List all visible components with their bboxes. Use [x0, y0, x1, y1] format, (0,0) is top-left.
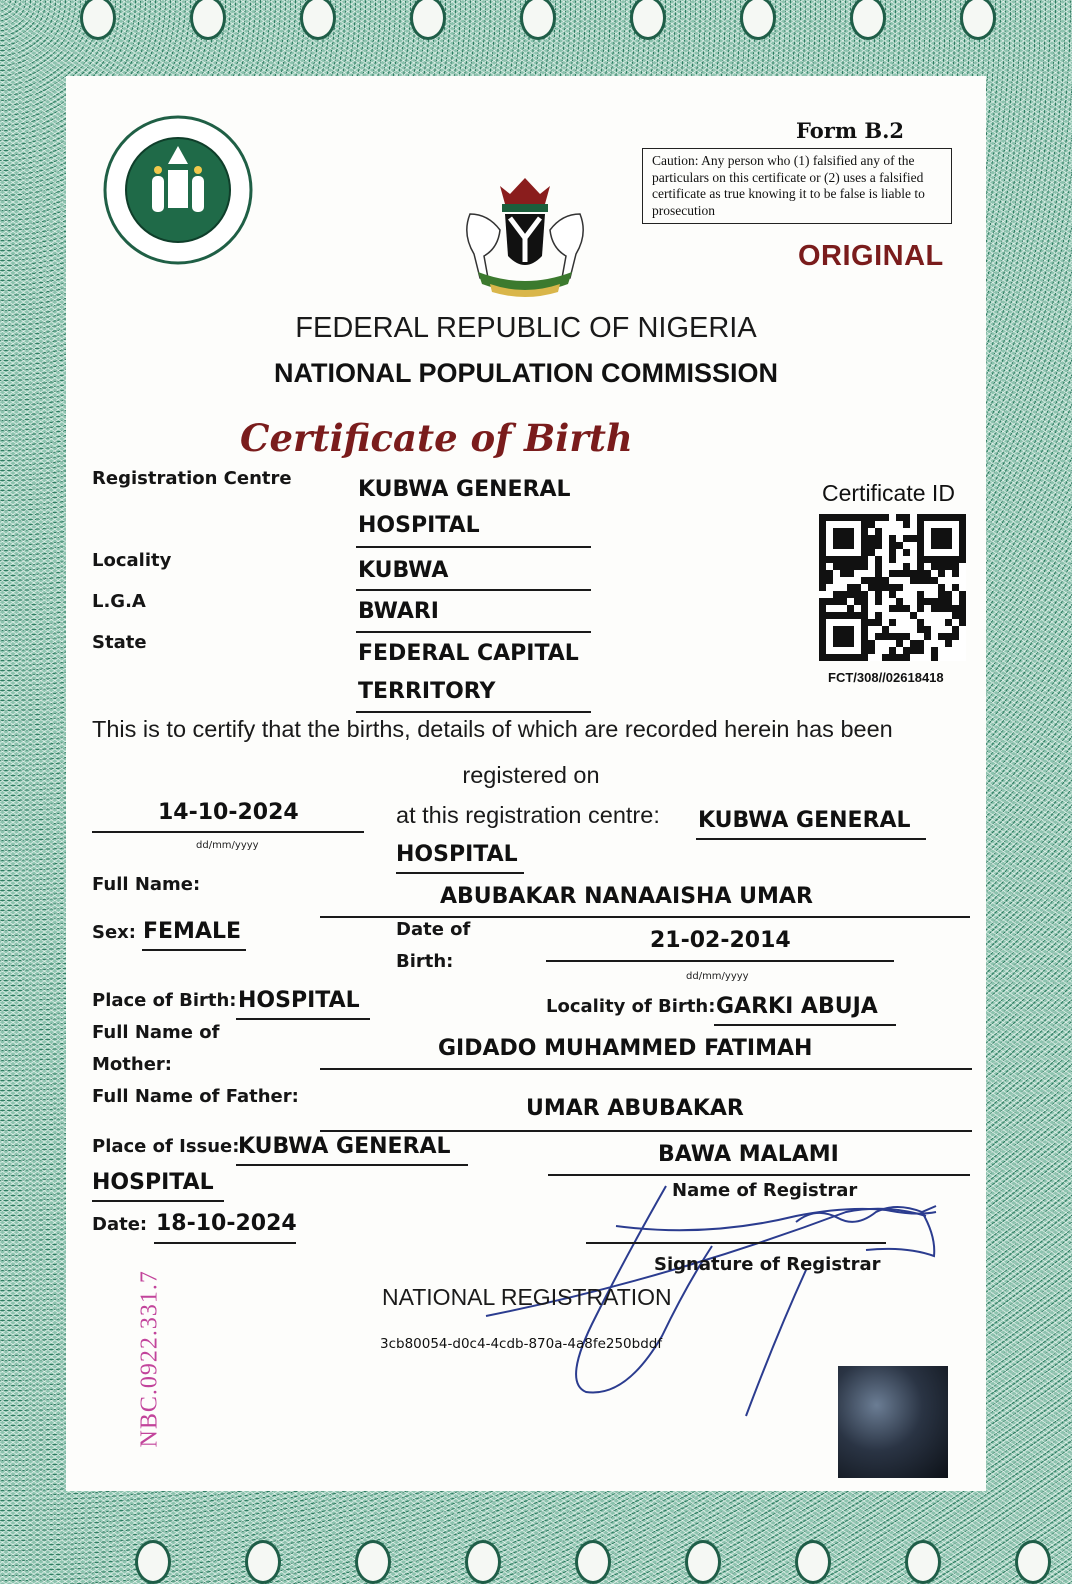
sex-label: Sex: [92, 922, 136, 943]
certificate-id-label: Certificate ID [822, 480, 955, 506]
mother-label-line1: Full Name of [92, 1022, 220, 1043]
registration-centre-line1: KUBWA GENERAL [358, 477, 571, 502]
certificate-qr-code-icon [819, 514, 966, 661]
issue-date-label: Date: [92, 1214, 148, 1235]
border-hole [190, 0, 226, 40]
border-hole [685, 1540, 721, 1584]
certificate-paper [66, 76, 986, 1491]
lga-underline [356, 631, 591, 633]
registrar-name-value: BAWA MALAMI [658, 1142, 839, 1167]
dob-underline [546, 960, 894, 962]
border-hole [135, 1540, 171, 1584]
full-name-underline [320, 916, 970, 918]
statement-line2: registered on [462, 762, 600, 788]
state-line1: FEDERAL CAPITAL [358, 641, 579, 666]
border-hole [740, 0, 776, 40]
locality-of-birth-underline [714, 1024, 896, 1026]
statement-line1: This is to certify that the births, details of which are recorded herein has been [92, 716, 893, 742]
locality-of-birth-value: GARKI ABUJA [716, 994, 878, 1019]
registration-centre-underline [356, 546, 591, 548]
border-hole [520, 0, 556, 40]
sex-value: FEMALE [143, 919, 242, 944]
statement-centre-line1: KUBWA GENERAL [698, 808, 911, 833]
caution-box: Caution: Any person who (1) falsified any of the particulars on this certificate or (2) uses a falsified certificate as true knowing it to be false is liable to prosecution [642, 148, 952, 224]
locality-value: KUBWA [358, 558, 449, 583]
sex-underline [142, 949, 246, 951]
statement-centre-underline2 [396, 872, 524, 874]
border-hole [245, 1540, 281, 1584]
father-name-value: UMAR ABUBAKAR [526, 1096, 744, 1121]
issue-date-underline [154, 1242, 296, 1244]
certificate-id-number: FCT/308//02618418 [828, 670, 944, 685]
border-hole [300, 0, 336, 40]
place-of-birth-value: HOSPITAL [238, 988, 360, 1013]
top-border-holes [0, 0, 1072, 60]
border-hole [630, 0, 666, 40]
lga-label: L.G.A [92, 591, 146, 612]
place-of-issue-line1: KUBWA GENERAL [238, 1134, 451, 1159]
statement-centre-underline1 [696, 838, 926, 840]
border-hole [905, 1540, 941, 1584]
signature-label: Signature of Registrar [654, 1254, 881, 1275]
dob-label-line1: Date of [396, 919, 471, 940]
certificate-title: Certificate of Birth [240, 416, 633, 460]
national-registration-label: NATIONAL REGISTRATION [382, 1284, 672, 1310]
place-of-issue-line2: HOSPITAL [92, 1170, 214, 1195]
border-hole [575, 1540, 611, 1584]
border-hole [80, 0, 116, 40]
dob-format: dd/mm/yyyy [686, 971, 749, 982]
full-name-label: Full Name: [92, 874, 201, 895]
border-hole [960, 0, 996, 40]
coat-of-arms-icon [450, 174, 600, 304]
registration-centre-label: Registration Centre [92, 468, 292, 489]
dob-value: 21-02-2014 [650, 928, 791, 953]
security-hologram [838, 1366, 948, 1478]
registration-date-format: dd/mm/yyyy [196, 840, 259, 851]
signature-underline [586, 1242, 886, 1244]
border-hole [1015, 1540, 1051, 1584]
dob-label-line2: Birth: [396, 951, 454, 972]
locality-of-birth-label: Locality of Birth: [546, 996, 716, 1017]
place-of-issue-underline1 [236, 1164, 468, 1166]
issue-date-value: 18-10-2024 [156, 1211, 297, 1236]
form-number: Form B.2 [796, 118, 905, 143]
statement-centre-line2: HOSPITAL [396, 842, 518, 867]
header-commission: NATIONAL POPULATION COMMISSION [274, 358, 778, 388]
registration-date-underline [92, 831, 364, 833]
border-hole [355, 1540, 391, 1584]
locality-underline [356, 589, 591, 591]
copy-status-original: ORIGINAL [798, 240, 944, 272]
place-of-issue-label: Place of Issue: [92, 1136, 240, 1157]
border-hole [795, 1540, 831, 1584]
full-name-value: ABUBAKAR NANAAISHA UMAR [440, 884, 813, 909]
national-registration-number: 3cb80054-d0c4-4cdb-870a-4a8fe250bddf [380, 1336, 663, 1352]
father-name-underline [320, 1130, 972, 1132]
mother-label-line2: Mother: [92, 1054, 172, 1075]
statement-centre-prefix: at this registration centre: [396, 802, 660, 828]
mother-name-underline [320, 1068, 972, 1070]
place-of-birth-label: Place of Birth: [92, 990, 237, 1011]
lga-value: BWARI [358, 599, 439, 624]
bottom-border-holes [0, 1528, 1072, 1584]
state-line2: TERRITORY [358, 679, 496, 704]
place-of-birth-underline [236, 1018, 370, 1020]
registrar-name-label: Name of Registrar [672, 1180, 858, 1201]
registration-date: 14-10-2024 [158, 800, 299, 825]
npc-seal-icon [102, 114, 254, 266]
father-label: Full Name of Father: [92, 1086, 299, 1107]
header-country: FEDERAL REPUBLIC OF NIGERIA [295, 312, 757, 344]
state-underline [356, 711, 591, 713]
registration-centre-line2: HOSPITAL [358, 513, 480, 538]
stamp-number-container [128, 1194, 168, 1454]
mother-name-value: GIDADO MUHAMMED FATIMAH [438, 1036, 813, 1061]
border-hole [465, 1540, 501, 1584]
border-hole [410, 0, 446, 40]
border-hole [850, 0, 886, 40]
locality-label: Locality [92, 550, 172, 571]
stamp-number: NBC.0922.331.7 [136, 1270, 163, 1448]
state-label: State [92, 632, 147, 653]
